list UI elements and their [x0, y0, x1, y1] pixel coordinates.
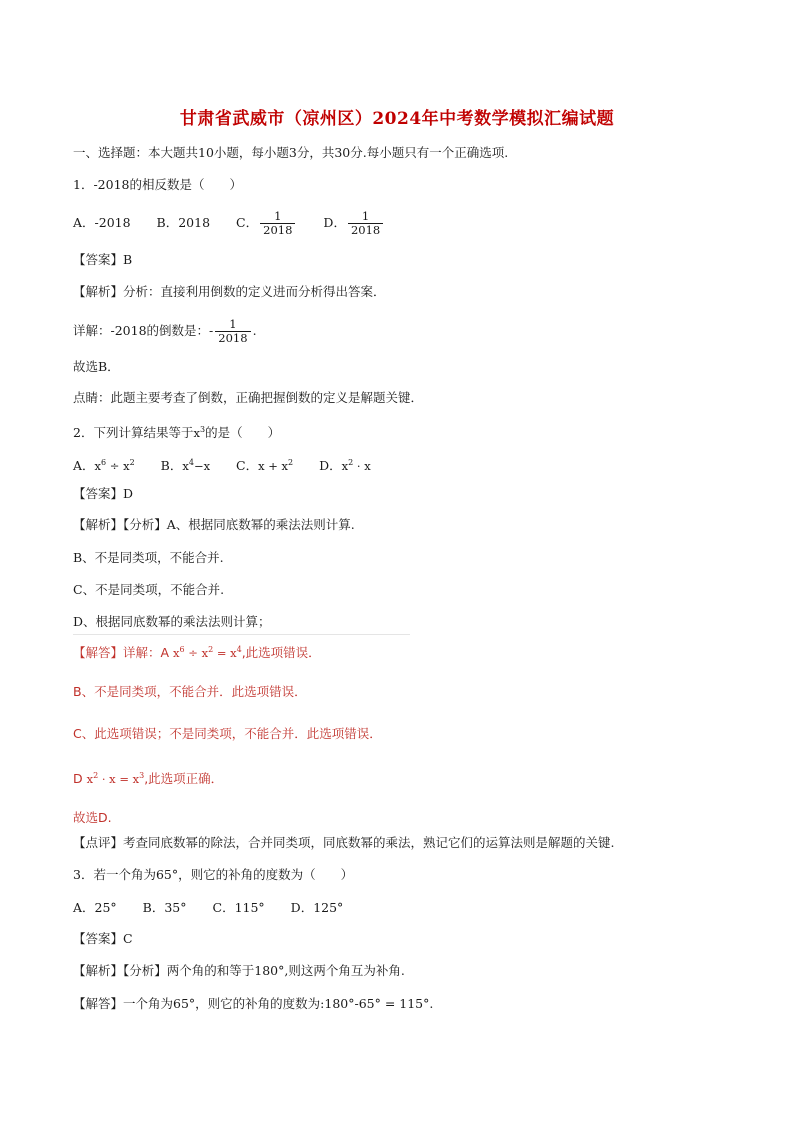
q2-option-b: B．$x^4-x$ [160, 458, 211, 473]
q2-analysis-d: D、根据同底数幂的乘法法则计算； [73, 614, 271, 629]
q1-analysis: 【解析】分析：直接利用倒数的定义进而分析得出答案． [73, 284, 386, 299]
q1-option-b: B．2018 [156, 215, 211, 230]
q2-comment: 【点评】考查同底数幂的除法，合并同类项，同底数幂的乘法，熟记它们的运算法则是解题的关键. [73, 835, 615, 850]
q2-options [73, 454, 371, 475]
section-heading: 一、选择题：本大题共10小题，每小题3分，共30分.每小题只有一个正确选项. [73, 145, 509, 160]
q3-solution: 【解答】一个角为65°，则它的补角的度数为:180°-65° = 115°. [73, 996, 434, 1011]
q1-options [73, 210, 385, 237]
q2-solution-b: B、不是同类项，不能合并．此选项错误． [73, 684, 307, 699]
divider [73, 634, 410, 635]
q1-choose: 故选B． [73, 359, 120, 374]
q2-stem: 2．下列计算结果等于$x^3$的是（ ） [73, 425, 281, 440]
q3-option-d: D．125° [290, 900, 344, 915]
q2-answer: 【答案】D [73, 486, 134, 501]
q1-option-d: D． $\frac{1}{2018}$ [323, 215, 385, 230]
q2-option-a: A．$x^6 \div x^2$ [73, 458, 135, 473]
q3-stem: 3．若一个角为65°，则它的补角的度数为（ ） [73, 867, 354, 882]
q3-answer: 【答案】C [73, 931, 133, 946]
page-title: 甘肃省武威市（凉州区）2024年中考数学模拟汇编试题 [179, 109, 615, 129]
q2-analysis-a: 【解析】【分析】A、根据同底数幂的乘法法则计算. [73, 517, 355, 532]
q3-options [73, 899, 343, 917]
fraction: $\frac{1}{2018}$ [260, 210, 295, 237]
q1-answer: 【答案】B [73, 252, 133, 267]
q1-stem: 1．-2018的相反数是（ ） [73, 177, 242, 192]
q2-solution-d: D $x^2 \cdot x = x^3$,此选项正确． [73, 771, 224, 786]
q2-option-c: C．$x + x^2$ [236, 458, 294, 473]
q2-choose: 故选D. [73, 810, 112, 825]
q1-detail: 详解：-2018的倒数是：- $\frac{1}{2018}$ . [73, 317, 257, 345]
q1-option-a: A．-2018 [73, 215, 131, 230]
q2-solution-a: 【解答】详解：A $x^6 \div x^2 = x^4$,此选项错误． [73, 645, 321, 660]
q1-comment: 点睛：此题主要考查了倒数，正确把握倒数的定义是解题关键． [73, 390, 424, 405]
q3-analysis: 【解析】【分析】两个角的和等于180°,则这两个角互为补角. [73, 963, 405, 978]
q3-option-b: B．35° [142, 900, 187, 915]
q2-solution-c: C、此选项错误；不是同类项，不能合并．此选项错误． [73, 726, 382, 741]
q2-analysis-b: B、不是同类项，不能合并. [73, 550, 224, 565]
fraction: $\frac{1}{2018}$ [348, 210, 383, 237]
q3-option-a: A．25° [73, 900, 117, 915]
q3-option-c: C．115° [212, 900, 265, 915]
q1-option-c: C． $\frac{1}{2018}$ [236, 215, 297, 230]
fraction: $\frac{1}{2018}$ [215, 318, 250, 345]
q2-analysis-c: C、不是同类项，不能合并. [73, 582, 225, 597]
q2-option-d: D．$x^2 \cdot x$ [319, 458, 371, 473]
